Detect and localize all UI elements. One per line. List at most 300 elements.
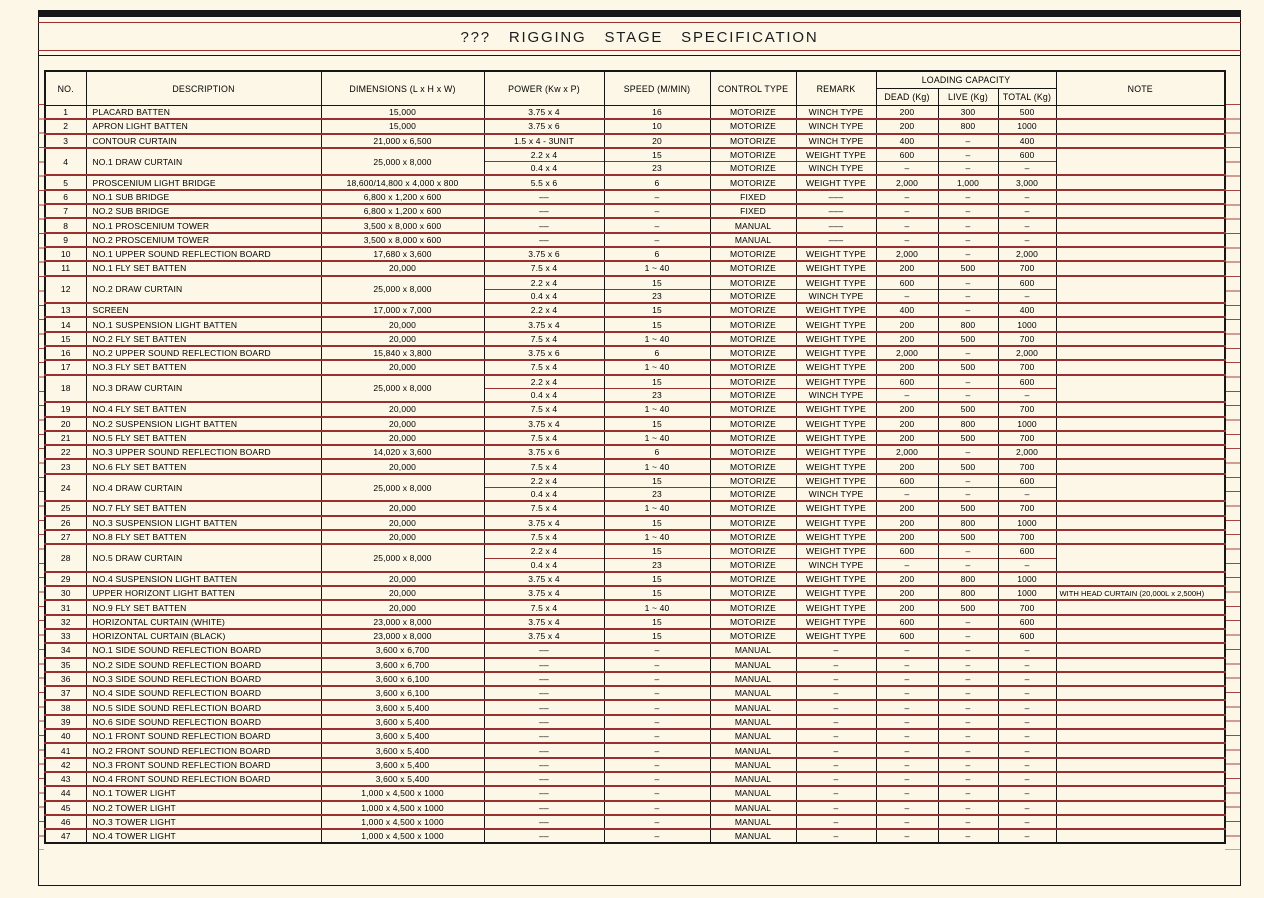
cell-control: MOTORIZE	[710, 276, 796, 290]
table-row	[45, 672, 1225, 686]
table-row	[45, 218, 1225, 232]
cell-power: 7.5 x 4	[484, 261, 604, 275]
cell-total: –	[998, 758, 1056, 772]
cell-note	[1056, 815, 1225, 829]
cell-dead: –	[876, 558, 938, 572]
cell-description: SCREEN	[86, 303, 321, 317]
cell-dimensions: 25,000 x 8,000	[321, 474, 484, 502]
cell-no: 12	[45, 276, 86, 304]
cell-dimensions: 20,000	[321, 332, 484, 346]
table-row	[45, 715, 1225, 729]
cell-power: ––	[484, 743, 604, 757]
cell-dimensions: 3,600 x 5,400	[321, 758, 484, 772]
cell-dimensions: 1,000 x 4,500 x 1000	[321, 829, 484, 843]
cell-remark: WEIGHT TYPE	[796, 402, 876, 416]
cell-total: –	[998, 829, 1056, 843]
cell-description: NO.1 PROSCENIUM TOWER	[86, 218, 321, 232]
cell-control: MOTORIZE	[710, 375, 796, 389]
table-row	[45, 758, 1225, 772]
cell-speed: 23	[604, 388, 710, 402]
cell-live: 500	[938, 459, 998, 473]
cell-dimensions: 20,000	[321, 317, 484, 331]
cell-dead: 200	[876, 572, 938, 586]
cell-live: –	[938, 700, 998, 714]
cell-description: CONTOUR CURTAIN	[86, 134, 321, 148]
cell-total: 1000	[998, 572, 1056, 586]
cell-total: 600	[998, 615, 1056, 629]
table-row	[45, 247, 1225, 261]
cell-control: MOTORIZE	[710, 558, 796, 572]
cell-remark: WINCH TYPE	[796, 289, 876, 303]
cell-dead: 200	[876, 360, 938, 374]
cell-note	[1056, 516, 1225, 530]
cell-dimensions: 3,600 x 5,400	[321, 729, 484, 743]
cell-note	[1056, 629, 1225, 643]
cell-speed: 6	[604, 346, 710, 360]
cell-dead: –	[876, 233, 938, 247]
cell-remark: WINCH TYPE	[796, 119, 876, 133]
cell-power: ––	[484, 218, 604, 232]
cell-dead: 200	[876, 106, 938, 120]
col-header-description: DESCRIPTION	[86, 71, 321, 106]
cell-total: 700	[998, 431, 1056, 445]
table-row	[45, 815, 1225, 829]
cell-control: MANUAL	[710, 815, 796, 829]
cell-total: 700	[998, 459, 1056, 473]
cell-speed: –	[604, 715, 710, 729]
cell-live: –	[938, 815, 998, 829]
table-row	[45, 431, 1225, 445]
cell-description: NO.1 SUB BRIDGE	[86, 190, 321, 204]
cell-description: NO.4 SIDE SOUND REFLECTION BOARD	[86, 686, 321, 700]
cell-live: –	[938, 346, 998, 360]
table-row	[45, 501, 1225, 515]
cell-description: NO.2 SUB BRIDGE	[86, 204, 321, 218]
cell-power: 3.75 x 6	[484, 247, 604, 261]
cell-dead: –	[876, 204, 938, 218]
cell-dimensions: 3,500 x 8,000 x 600	[321, 218, 484, 232]
cell-dead: 200	[876, 586, 938, 600]
cell-remark: WEIGHT TYPE	[796, 375, 876, 389]
cell-description: NO.6 FLY SET BATTEN	[86, 459, 321, 473]
cell-description: NO.2 SIDE SOUND REFLECTION BOARD	[86, 658, 321, 672]
cell-control: MOTORIZE	[710, 261, 796, 275]
cell-control: MOTORIZE	[710, 586, 796, 600]
cell-description: NO.4 SUSPENSION LIGHT BATTEN	[86, 572, 321, 586]
cell-dead: –	[876, 729, 938, 743]
table-row	[45, 106, 1225, 120]
cell-dimensions: 3,600 x 5,400	[321, 700, 484, 714]
cell-dead: 400	[876, 303, 938, 317]
cell-control: MOTORIZE	[710, 148, 796, 162]
cell-total: 600	[998, 276, 1056, 290]
cell-remark: WEIGHT TYPE	[796, 360, 876, 374]
cell-power: 3.75 x 4	[484, 417, 604, 431]
cell-note	[1056, 544, 1225, 572]
cell-live: –	[938, 303, 998, 317]
cell-remark: WEIGHT TYPE	[796, 303, 876, 317]
cell-control: MOTORIZE	[710, 317, 796, 331]
cell-remark: WEIGHT TYPE	[796, 261, 876, 275]
cell-speed: –	[604, 700, 710, 714]
cell-live: –	[938, 388, 998, 402]
cell-remark: WEIGHT TYPE	[796, 615, 876, 629]
cell-dead: –	[876, 829, 938, 843]
cell-dimensions: 20,000	[321, 431, 484, 445]
cell-remark: –	[796, 658, 876, 672]
cell-dead: 600	[876, 276, 938, 290]
cell-note	[1056, 658, 1225, 672]
cell-power: 2.2 x 4	[484, 474, 604, 488]
cell-total: –	[998, 801, 1056, 815]
cell-remark: –	[796, 700, 876, 714]
cell-speed: –	[604, 758, 710, 772]
cell-description: NO.5 SIDE SOUND REFLECTION BOARD	[86, 700, 321, 714]
cell-dimensions: 18,600/14,800 x 4,000 x 800	[321, 175, 484, 189]
cell-description: NO.3 FLY SET BATTEN	[86, 360, 321, 374]
table-row	[45, 332, 1225, 346]
cell-no: 21	[45, 431, 86, 445]
cell-live: –	[938, 801, 998, 815]
cell-total: –	[998, 815, 1056, 829]
cell-dimensions: 25,000 x 8,000	[321, 148, 484, 176]
cell-description: NO.4 FLY SET BATTEN	[86, 402, 321, 416]
cell-description: NO.1 DRAW CURTAIN	[86, 148, 321, 176]
cell-power: 0.4 x 4	[484, 488, 604, 502]
cell-speed: 6	[604, 175, 710, 189]
cell-dimensions: 20,000	[321, 501, 484, 515]
spec-table-body	[45, 106, 1225, 844]
cell-remark: WEIGHT TYPE	[796, 346, 876, 360]
cell-live: 500	[938, 501, 998, 515]
col-header-dimensions: DIMENSIONS (L x H x W)	[321, 71, 484, 106]
cell-description: NO.1 TOWER LIGHT	[86, 786, 321, 800]
cell-control: MOTORIZE	[710, 431, 796, 445]
cell-speed: 15	[604, 317, 710, 331]
cell-speed: 15	[604, 615, 710, 629]
cell-remark: –––	[796, 190, 876, 204]
cell-dimensions: 3,600 x 6,100	[321, 686, 484, 700]
cell-power: 3.75 x 4	[484, 615, 604, 629]
cell-speed: 15	[604, 629, 710, 643]
cell-description: HORIZONTAL CURTAIN (BLACK)	[86, 629, 321, 643]
cell-live: –	[938, 772, 998, 786]
cell-dead: 200	[876, 516, 938, 530]
cell-total: 600	[998, 544, 1056, 558]
cell-total: 1000	[998, 317, 1056, 331]
cell-live: –	[938, 233, 998, 247]
cell-note	[1056, 700, 1225, 714]
cell-speed: –	[604, 729, 710, 743]
cell-dimensions: 20,000	[321, 530, 484, 544]
cell-live: –	[938, 615, 998, 629]
cell-dead: –	[876, 672, 938, 686]
cell-live: 800	[938, 586, 998, 600]
page-title: ??? RIGGING STAGE SPECIFICATION	[460, 29, 819, 46]
cell-control: MANUAL	[710, 829, 796, 843]
cell-live: 500	[938, 600, 998, 614]
cell-no: 17	[45, 360, 86, 374]
cell-control: MOTORIZE	[710, 134, 796, 148]
cell-note	[1056, 134, 1225, 148]
cell-speed: –	[604, 204, 710, 218]
cell-speed: 15	[604, 375, 710, 389]
cell-control: MOTORIZE	[710, 162, 796, 176]
cell-description: APRON LIGHT BATTEN	[86, 119, 321, 133]
cell-no: 30	[45, 586, 86, 600]
cell-note	[1056, 643, 1225, 657]
cell-dead: 600	[876, 375, 938, 389]
cell-live: 500	[938, 402, 998, 416]
cell-dead: –	[876, 388, 938, 402]
cell-dimensions: 3,600 x 6,700	[321, 643, 484, 657]
cell-total: –	[998, 233, 1056, 247]
col-header-note: NOTE	[1056, 71, 1225, 106]
cell-description: NO.9 FLY SET BATTEN	[86, 600, 321, 614]
cell-remark: –	[796, 729, 876, 743]
row-line-stubs-right	[1225, 104, 1240, 850]
cell-description: NO.1 SUSPENSION LIGHT BATTEN	[86, 317, 321, 331]
table-row	[45, 459, 1225, 473]
cell-live: 800	[938, 572, 998, 586]
cell-description: NO.4 DRAW CURTAIN	[86, 474, 321, 502]
cell-no: 34	[45, 643, 86, 657]
cell-control: MOTORIZE	[710, 106, 796, 120]
cell-speed: –	[604, 772, 710, 786]
col-header-remark: REMARK	[796, 71, 876, 106]
cell-dead: 200	[876, 261, 938, 275]
table-row	[45, 233, 1225, 247]
cell-speed: 23	[604, 558, 710, 572]
cell-control: MANUAL	[710, 743, 796, 757]
cell-note	[1056, 247, 1225, 261]
cell-total: 700	[998, 402, 1056, 416]
cell-description: HORIZONTAL CURTAIN (WHITE)	[86, 615, 321, 629]
cell-no: 35	[45, 658, 86, 672]
cell-live: –	[938, 715, 998, 729]
cell-dead: 200	[876, 530, 938, 544]
cell-total: –	[998, 190, 1056, 204]
table-row	[45, 134, 1225, 148]
cell-speed: 6	[604, 445, 710, 459]
cell-speed: 1 ~ 40	[604, 402, 710, 416]
cell-power: 2.2 x 4	[484, 303, 604, 317]
cell-total: 500	[998, 106, 1056, 120]
cell-remark: WEIGHT TYPE	[796, 530, 876, 544]
cell-power: 3.75 x 6	[484, 445, 604, 459]
cell-no: 14	[45, 317, 86, 331]
cell-note	[1056, 276, 1225, 304]
cell-description: NO.2 PROSCENIUM TOWER	[86, 233, 321, 247]
cell-remark: WINCH TYPE	[796, 162, 876, 176]
cell-dimensions: 3,600 x 5,400	[321, 772, 484, 786]
cell-dimensions: 23,000 x 8,000	[321, 615, 484, 629]
cell-note	[1056, 600, 1225, 614]
cell-no: 6	[45, 190, 86, 204]
cell-dead: –	[876, 190, 938, 204]
cell-remark: WEIGHT TYPE	[796, 175, 876, 189]
cell-total: –	[998, 700, 1056, 714]
cell-note	[1056, 459, 1225, 473]
cell-no: 44	[45, 786, 86, 800]
table-row	[45, 148, 1225, 162]
cell-dead: –	[876, 801, 938, 815]
cell-note	[1056, 672, 1225, 686]
table-row	[45, 829, 1225, 843]
table-row	[45, 360, 1225, 374]
cell-live: 500	[938, 431, 998, 445]
table-row	[45, 743, 1225, 757]
cell-power: ––	[484, 772, 604, 786]
cell-description: NO.3 UPPER SOUND REFLECTION BOARD	[86, 445, 321, 459]
cell-no: 13	[45, 303, 86, 317]
cell-note	[1056, 346, 1225, 360]
cell-live: 800	[938, 417, 998, 431]
cell-no: 37	[45, 686, 86, 700]
cell-total: –	[998, 558, 1056, 572]
cell-total: 700	[998, 530, 1056, 544]
cell-dimensions: 20,000	[321, 402, 484, 416]
cell-remark: WINCH TYPE	[796, 488, 876, 502]
cell-speed: 1 ~ 40	[604, 332, 710, 346]
cell-no: 22	[45, 445, 86, 459]
cell-dead: –	[876, 289, 938, 303]
cell-total: –	[998, 772, 1056, 786]
cell-dimensions: 23,000 x 8,000	[321, 629, 484, 643]
cell-dead: –	[876, 715, 938, 729]
cell-total: –	[998, 672, 1056, 686]
cell-control: MOTORIZE	[710, 247, 796, 261]
cell-remark: –	[796, 815, 876, 829]
table-row	[45, 204, 1225, 218]
cell-note	[1056, 148, 1225, 176]
cell-speed: –	[604, 643, 710, 657]
table-row	[45, 772, 1225, 786]
cell-dimensions: 6,800 x 1,200 x 600	[321, 190, 484, 204]
cell-speed: 1 ~ 40	[604, 360, 710, 374]
cell-total: 1000	[998, 516, 1056, 530]
cell-dimensions: 20,000	[321, 516, 484, 530]
cell-remark: WEIGHT TYPE	[796, 600, 876, 614]
cell-remark: –	[796, 772, 876, 786]
cell-description: NO.2 FRONT SOUND REFLECTION BOARD	[86, 743, 321, 757]
cell-description: NO.8 FLY SET BATTEN	[86, 530, 321, 544]
cell-speed: 15	[604, 303, 710, 317]
cell-remark: –––	[796, 218, 876, 232]
col-header-live: LIVE (Kg)	[938, 89, 998, 106]
cell-note	[1056, 303, 1225, 317]
cell-control: MOTORIZE	[710, 488, 796, 502]
cell-live: 500	[938, 261, 998, 275]
cell-dimensions: 15,840 x 3,800	[321, 346, 484, 360]
cell-control: MOTORIZE	[710, 289, 796, 303]
cell-speed: 1 ~ 40	[604, 600, 710, 614]
cell-no: 31	[45, 600, 86, 614]
cell-total: 1000	[998, 119, 1056, 133]
cell-note	[1056, 317, 1225, 331]
cell-control: MOTORIZE	[710, 544, 796, 558]
cell-remark: WEIGHT TYPE	[796, 148, 876, 162]
cell-control: MOTORIZE	[710, 388, 796, 402]
cell-speed: –	[604, 829, 710, 843]
cell-note	[1056, 204, 1225, 218]
cell-remark: WINCH TYPE	[796, 558, 876, 572]
cell-power: 7.5 x 4	[484, 501, 604, 515]
cell-description: NO.2 SUSPENSION LIGHT BATTEN	[86, 417, 321, 431]
cell-dimensions: 25,000 x 8,000	[321, 276, 484, 304]
cell-dead: 600	[876, 629, 938, 643]
cell-total: 1000	[998, 586, 1056, 600]
cell-dead: 600	[876, 148, 938, 162]
cell-total: –	[998, 686, 1056, 700]
cell-description: NO.2 DRAW CURTAIN	[86, 276, 321, 304]
cell-note	[1056, 801, 1225, 815]
col-header-total: TOTAL (Kg)	[998, 89, 1056, 106]
cell-dead: 200	[876, 600, 938, 614]
table-row	[45, 700, 1225, 714]
col-header-speed: SPEED (M/MIN)	[604, 71, 710, 106]
cell-speed: 15	[604, 417, 710, 431]
cell-speed: 20	[604, 134, 710, 148]
cell-control: MANUAL	[710, 218, 796, 232]
cell-power: ––	[484, 700, 604, 714]
cell-no: 46	[45, 815, 86, 829]
cell-live: –	[938, 488, 998, 502]
cell-note	[1056, 417, 1225, 431]
cell-power: 3.75 x 6	[484, 119, 604, 133]
cell-dead: 400	[876, 134, 938, 148]
cell-dead: 2,000	[876, 247, 938, 261]
cell-no: 11	[45, 261, 86, 275]
cell-no: 26	[45, 516, 86, 530]
cell-dimensions: 17,000 x 7,000	[321, 303, 484, 317]
cell-speed: 1 ~ 40	[604, 459, 710, 473]
cell-no: 15	[45, 332, 86, 346]
table-row	[45, 658, 1225, 672]
cell-power: 0.4 x 4	[484, 289, 604, 303]
cell-control: MOTORIZE	[710, 501, 796, 515]
cell-note	[1056, 332, 1225, 346]
cell-power: 3.75 x 4	[484, 317, 604, 331]
cell-speed: –	[604, 815, 710, 829]
cell-remark: WEIGHT TYPE	[796, 247, 876, 261]
cell-dimensions: 3,600 x 5,400	[321, 743, 484, 757]
cell-dimensions: 1,000 x 4,500 x 1000	[321, 801, 484, 815]
table-row	[45, 303, 1225, 317]
cell-live: –	[938, 629, 998, 643]
cell-live: –	[938, 204, 998, 218]
table-row	[45, 346, 1225, 360]
cell-total: 600	[998, 375, 1056, 389]
cell-note	[1056, 431, 1225, 445]
cell-note	[1056, 615, 1225, 629]
cell-power: 3.75 x 4	[484, 572, 604, 586]
cell-remark: –––	[796, 233, 876, 247]
cell-no: 4	[45, 148, 86, 176]
cell-remark: –	[796, 801, 876, 815]
cell-control: MOTORIZE	[710, 332, 796, 346]
table-row	[45, 643, 1225, 657]
cell-control: MOTORIZE	[710, 629, 796, 643]
cell-remark: WEIGHT TYPE	[796, 516, 876, 530]
cell-remark: WINCH TYPE	[796, 106, 876, 120]
cell-speed: 16	[604, 106, 710, 120]
cell-note	[1056, 119, 1225, 133]
table-row	[45, 175, 1225, 189]
col-header-dead: DEAD (Kg)	[876, 89, 938, 106]
cell-remark: WEIGHT TYPE	[796, 544, 876, 558]
cell-description: NO.3 FRONT SOUND REFLECTION BOARD	[86, 758, 321, 772]
